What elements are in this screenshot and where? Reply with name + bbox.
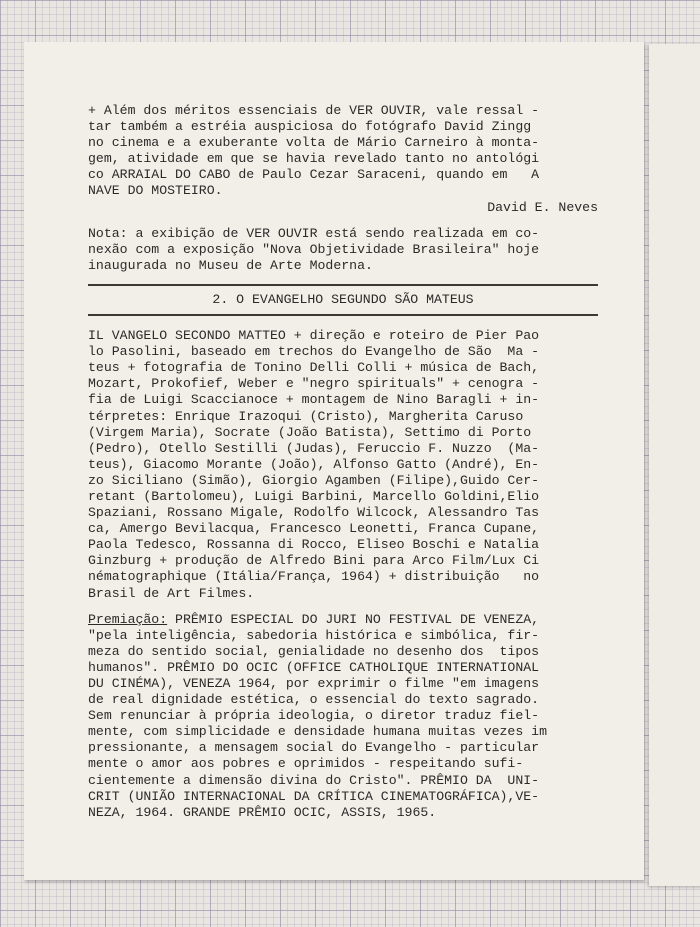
text-line: mente, com simplicidade e densidade humana muitas vezes im xyxy=(88,724,547,740)
adjacent-page-edge xyxy=(649,44,700,886)
text-line: NAVE DO MOSTEIRO. xyxy=(88,183,223,199)
awards-paragraph xyxy=(88,612,598,821)
text-line: (Pedro), Otello Sestilli (Judas), Feruccio F. Nuzzo (Ma- xyxy=(88,440,540,456)
text-line: de real dignidade estética, o essencial do texto sagrado. xyxy=(88,692,540,708)
text-line: + Além dos méritos essenciais de VER OUVIR, vale ressal - xyxy=(88,103,540,118)
author-signature: David E. Neves xyxy=(487,199,598,215)
text-line: ca, Amergo Bevilacqua, Francesco Leonetti, Franca Cupane, xyxy=(88,521,540,537)
section-title: 2. O EVANGELHO SEGUNDO SÃO MATEUS xyxy=(212,291,474,307)
text-line: zo Siciliano (Simão), Giorgio Agamben (Filipe),Guido Cer- xyxy=(88,472,540,488)
text-line: humanos". PRÊMIO DO OCIC (OFFICE CATHOLIQUE INTERNATIONAL xyxy=(88,659,540,675)
text-line: DU CINÉMA), VENEZA 1964, por exprimir o filme "em imagens xyxy=(88,676,540,691)
document-page xyxy=(24,42,644,880)
text-line: Mozart, Prokofief, Weber e "negro spirituals" + cenogra - xyxy=(88,376,540,392)
text-line: Paola Tedesco, Rossanna di Rocco, Eliseo Boschi e Natalia xyxy=(88,537,540,553)
text-line: nématographique (Itália/França, 1964) + distribuição no xyxy=(88,569,540,585)
awards-first-text: PRÊMIO ESPECIAL DO JURI NO FESTIVAL DE VENEZA, xyxy=(167,611,540,627)
text-line: meza do sentido social, genialidade no desenho dos tipos xyxy=(88,643,540,659)
text-line: Ginzburg + produção de Alfredo Bini para Arco Film/Lux Ci xyxy=(88,553,540,569)
text-line: pressionante, a mensagem social do Evangelho - particular xyxy=(88,740,540,756)
text-line: retant (Bartolomeu), Luigi Barbini, Marcello Goldini,Elio xyxy=(88,488,540,504)
credits-paragraph xyxy=(88,328,598,602)
text-line: Brasil de Art Filmes. xyxy=(88,585,255,601)
text-line: (Virgem Maria), Socrate (João Batista), Settimo di Porto xyxy=(88,424,532,440)
text-line: gem, atividade em que se havia revelado tanto no antológi xyxy=(88,151,540,167)
note-paragraph xyxy=(88,226,598,274)
text-line: térpretes: Enrique Irazoqui (Cristo), Margherita Caruso xyxy=(88,408,524,424)
text-line: Nota: a exibição de VER OUVIR está sendo realizada em co- xyxy=(88,225,540,241)
text-line: lo Pasolini, baseado em trechos do Evangelho de São Ma - xyxy=(88,344,540,360)
text-line: Spaziani, Rossano Migale, Rodolfo Wilcock, Alessandro Tas xyxy=(88,505,540,521)
review-paragraph xyxy=(88,103,598,200)
text-line: no cinema e a exuberante volta de Mário Carneiro à monta- xyxy=(88,135,540,151)
text-line: mente o amor aos pobres e oprimidos - respeitando sufi- xyxy=(88,756,524,772)
text-line: teus), Giacomo Morante (João), Alfonso Gatto (André), En- xyxy=(88,456,540,472)
text-line: nexão com a exposição "Nova Objetividade Brasileira" hoje xyxy=(88,241,540,257)
text-line: inaugurada no Museu de Arte Moderna. xyxy=(88,257,373,273)
awards-first-line xyxy=(88,612,598,628)
text-line: IL VANGELO SECONDO MATTEO + direção e roteiro de Pier Pao xyxy=(88,328,540,344)
text-line: CRIT (UNIÃO INTERNACIONAL DA CRÍTICA CINEMATOGRÁFICA),VE- xyxy=(88,788,540,804)
text-line: "pela inteligência, sabedoria histórica e simbólica, fir- xyxy=(88,627,540,643)
document-content xyxy=(88,103,598,821)
text-line: tar também a estréia auspiciosa do fotógrafo David Zingg xyxy=(88,119,532,135)
text-line: teus + fotografia de Tonino Delli Colli + música de Bach, xyxy=(88,360,540,376)
text-line: cientemente a dimensão divina do Cristo". PRÊMIO DA UNI- xyxy=(88,772,540,788)
text-line: co ARRAIAL DO CABO de Paulo Cezar Saraceni, quando em A xyxy=(88,167,540,183)
text-line: NEZA, 1964. GRANDE PRÊMIO OCIC, ASSIS, 1965. xyxy=(88,804,437,820)
text-line: fia de Luigi Scaccianoce + montagem de Nino Baragli + in- xyxy=(88,392,540,408)
text-line: Sem renunciar à própria ideologia, o diretor traduz fiel- xyxy=(88,708,540,724)
awards-label: Premiação: xyxy=(88,611,168,627)
